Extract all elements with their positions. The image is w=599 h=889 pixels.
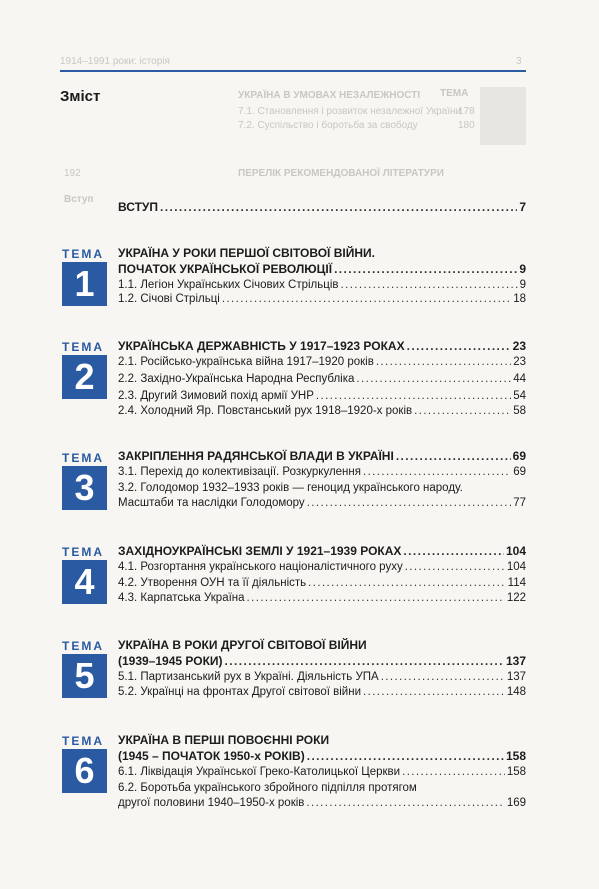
dot-leader — [160, 200, 517, 214]
entry-title: 1.2. Січові Стрільці — [118, 293, 220, 305]
entry-page: 7 — [519, 200, 526, 214]
tema-label: ТЕМА — [62, 451, 104, 465]
entry-title: 6.1. Ліквідація Української Греко-Католицької Церкви — [118, 766, 401, 778]
tema-badge-2 — [62, 341, 114, 399]
dot-leader — [341, 278, 518, 292]
tema-number: 2 — [62, 355, 107, 399]
ghost-mid-heading: ПЕРЕЛІК РЕКОМЕНДОВАНОЇ ЛІТЕРАТУРИ — [238, 168, 444, 179]
dot-leader — [363, 685, 505, 699]
dot-leader — [308, 576, 505, 590]
entry-title: 5.1. Партизанський рух в Україні. Діяльність УПА — [118, 671, 379, 683]
dot-leader — [356, 372, 511, 386]
dot-leader — [334, 262, 517, 276]
entry-title: ЗАКРІПЛЕННЯ РАДЯНСЬКОЇ ВЛАДИ В УКРАЇНІ — [118, 449, 394, 463]
entry-page: 54 — [513, 390, 526, 402]
page-number: 3 — [516, 56, 522, 67]
toc-entry-2-3[interactable] — [118, 389, 526, 403]
toc-entry-6-1[interactable] — [118, 765, 526, 779]
entry-page: 69 — [512, 449, 526, 463]
entry-title: 2.4. Холодний Яр. Повстанський рух 1918–1920-х років — [118, 405, 413, 417]
entry-page: 23 — [513, 356, 526, 368]
entry-title: УКРАЇНСЬКА ДЕРЖАВНІСТЬ У 1917–1923 РОКАХ — [118, 339, 405, 353]
tema-number: 1 — [62, 262, 107, 306]
tema-number: 3 — [62, 466, 107, 510]
entry-title: другої половини 1940–1950-х років — [118, 797, 305, 809]
entry-page: 9 — [519, 279, 526, 291]
ghost-tema-label: ТЕМА — [440, 88, 469, 99]
ghost-mid-page: 192 — [64, 168, 81, 179]
dot-leader — [316, 389, 511, 403]
tema-badge-3 — [62, 452, 114, 510]
entry-page: 9 — [519, 262, 526, 276]
tema-number: 5 — [62, 654, 107, 698]
toc-entry-intro[interactable] — [118, 200, 526, 214]
toc-entry-3-1[interactable] — [118, 465, 526, 479]
entry-title: 4.3. Карпатська Україна — [118, 592, 245, 604]
entry-title: 3.1. Перехід до колективізації. Розкуркулення — [118, 466, 361, 478]
entry-page: 169 — [506, 797, 526, 809]
toc-entry-5-1[interactable] — [118, 670, 526, 684]
ghost-page-1: 178 — [458, 106, 475, 117]
toc-entry-section-4[interactable] — [118, 544, 526, 558]
entry-page: 137 — [505, 654, 526, 668]
entry-page: 77 — [513, 497, 526, 509]
tema-badge-4 — [62, 546, 114, 604]
entry-page: 44 — [513, 373, 526, 385]
section-title-5-line1: УКРАЇНА В РОКИ ДРУГОЇ СВІТОВОЇ ВІЙНИ — [118, 638, 367, 652]
tema-number: 6 — [62, 749, 107, 793]
toc-entry-2-2[interactable] — [118, 372, 526, 386]
tema-label: ТЕМА — [62, 639, 104, 653]
entry-title: Масштаби та наслідки Голодомору — [118, 497, 305, 509]
entry-page: 104 — [505, 544, 526, 558]
toc-entry-3-2[interactable] — [118, 496, 526, 510]
toc-entry-4-3[interactable] — [118, 591, 526, 605]
ghost-vstup: Вступ — [64, 194, 94, 205]
toc-entry-4-1[interactable] — [118, 560, 526, 574]
entry-title: 4.1. Розгортання українського націоналістичного руху — [118, 561, 403, 573]
header-rule — [60, 70, 526, 72]
toc-entry-section-3[interactable] — [118, 449, 526, 463]
section-title-6-line1: УКРАЇНА В ПЕРШІ ПОВОЄННІ РОКИ — [118, 733, 330, 747]
tema-label: ТЕМА — [62, 545, 104, 559]
section-title-1-line1: УКРАЇНА У РОКИ ПЕРШОЇ СВІТОВОЇ ВІЙНИ. — [118, 246, 375, 260]
tema-number: 4 — [62, 560, 107, 604]
entry-page: 148 — [506, 686, 526, 698]
dot-leader — [307, 496, 512, 510]
dot-leader — [247, 591, 505, 605]
toc-entry-2-1[interactable] — [118, 355, 526, 369]
toc-entry-6-2[interactable] — [118, 796, 526, 810]
dot-leader — [222, 292, 511, 306]
dot-leader — [225, 654, 504, 668]
tema-badge-5 — [62, 640, 114, 698]
toc-entry-5-2[interactable] — [118, 685, 526, 699]
toc-title: Зміст — [60, 88, 101, 105]
dot-leader — [402, 765, 505, 779]
page-header-left: 1914–1991 роки: історія — [60, 56, 170, 67]
entry-title: (1939–1945 РОКИ) — [118, 654, 223, 668]
toc-entry-2-4[interactable] — [118, 404, 526, 418]
entry-title: 1.1. Легіон Українських Січових Стрільців — [118, 279, 339, 291]
tema-badge-6 — [62, 735, 114, 793]
dot-leader — [403, 544, 504, 558]
toc-entry-section-1[interactable] — [118, 262, 526, 276]
entry-page: 158 — [505, 749, 526, 763]
tema-label: ТЕМА — [62, 734, 104, 748]
toc-entry-1-1[interactable] — [118, 278, 526, 292]
toc-entry-3-2-line1[interactable]: 3.2. Голодомор 1932–1933 років — геноцид українського народу. — [118, 482, 463, 494]
ghost-heading: УКРАЇНА В УМОВАХ НЕЗАЛЕЖНОСТІ — [238, 90, 421, 101]
dot-leader — [306, 796, 504, 810]
toc-entry-section-5[interactable] — [118, 654, 526, 668]
entry-title: 2.2. Західно-Українська Народна Республіка — [118, 373, 355, 385]
tema-label: ТЕМА — [62, 340, 104, 354]
ghost-line-2: 7.2. Суспільство і боротьба за свободу — [238, 120, 418, 131]
entry-page: 104 — [506, 561, 526, 573]
dot-leader — [396, 449, 511, 463]
toc-entry-section-6[interactable] — [118, 749, 526, 763]
toc-entry-1-2[interactable] — [118, 292, 526, 306]
toc-entry-section-2[interactable] — [118, 339, 526, 353]
dot-leader — [381, 670, 505, 684]
ghost-line-1: 7.1. Становлення і розвиток незалежної України — [238, 106, 462, 117]
entry-title: ВСТУП — [118, 200, 158, 214]
entry-page: 18 — [513, 293, 526, 305]
entry-page: 23 — [512, 339, 526, 353]
dot-leader — [405, 560, 505, 574]
entry-page: 158 — [506, 766, 526, 778]
toc-entry-6-2-line1[interactable]: 6.2. Боротьба українського збройного підпілля протягом — [118, 782, 417, 794]
ghost-tema-block — [480, 87, 526, 145]
dot-leader — [376, 355, 511, 369]
tema-label: ТЕМА — [62, 247, 104, 261]
tema-badge-1 — [62, 248, 114, 306]
entry-title: 4.2. Утворення ОУН та її діяльність — [118, 577, 307, 589]
dot-leader — [363, 465, 511, 479]
entry-page: 122 — [506, 592, 526, 604]
entry-page: 58 — [513, 405, 526, 417]
entry-page: 137 — [506, 671, 526, 683]
entry-page: 114 — [507, 577, 526, 589]
entry-title: (1945 – ПОЧАТОК 1950-х РОКІВ) — [118, 749, 305, 763]
entry-title: 2.3. Другий Зимовий похід армії УНР — [118, 390, 314, 402]
ghost-page-2: 180 — [458, 120, 475, 131]
entry-page: 69 — [513, 466, 526, 478]
dot-leader — [307, 749, 504, 763]
entry-title: 2.1. Російсько-українська війна 1917–1920 років — [118, 356, 374, 368]
entry-title: ПОЧАТОК УКРАЇНСЬКОЇ РЕВОЛЮЦІЇ — [118, 262, 333, 276]
entry-title: 5.2. Українці на фронтах Другої світової війни — [118, 686, 362, 698]
dot-leader — [414, 404, 511, 418]
toc-entry-4-2[interactable] — [118, 576, 526, 590]
dot-leader — [407, 339, 511, 353]
entry-title: ЗАХІДНОУКРАЇНСЬКІ ЗЕМЛІ У 1921–1939 РОКАХ — [118, 544, 402, 558]
